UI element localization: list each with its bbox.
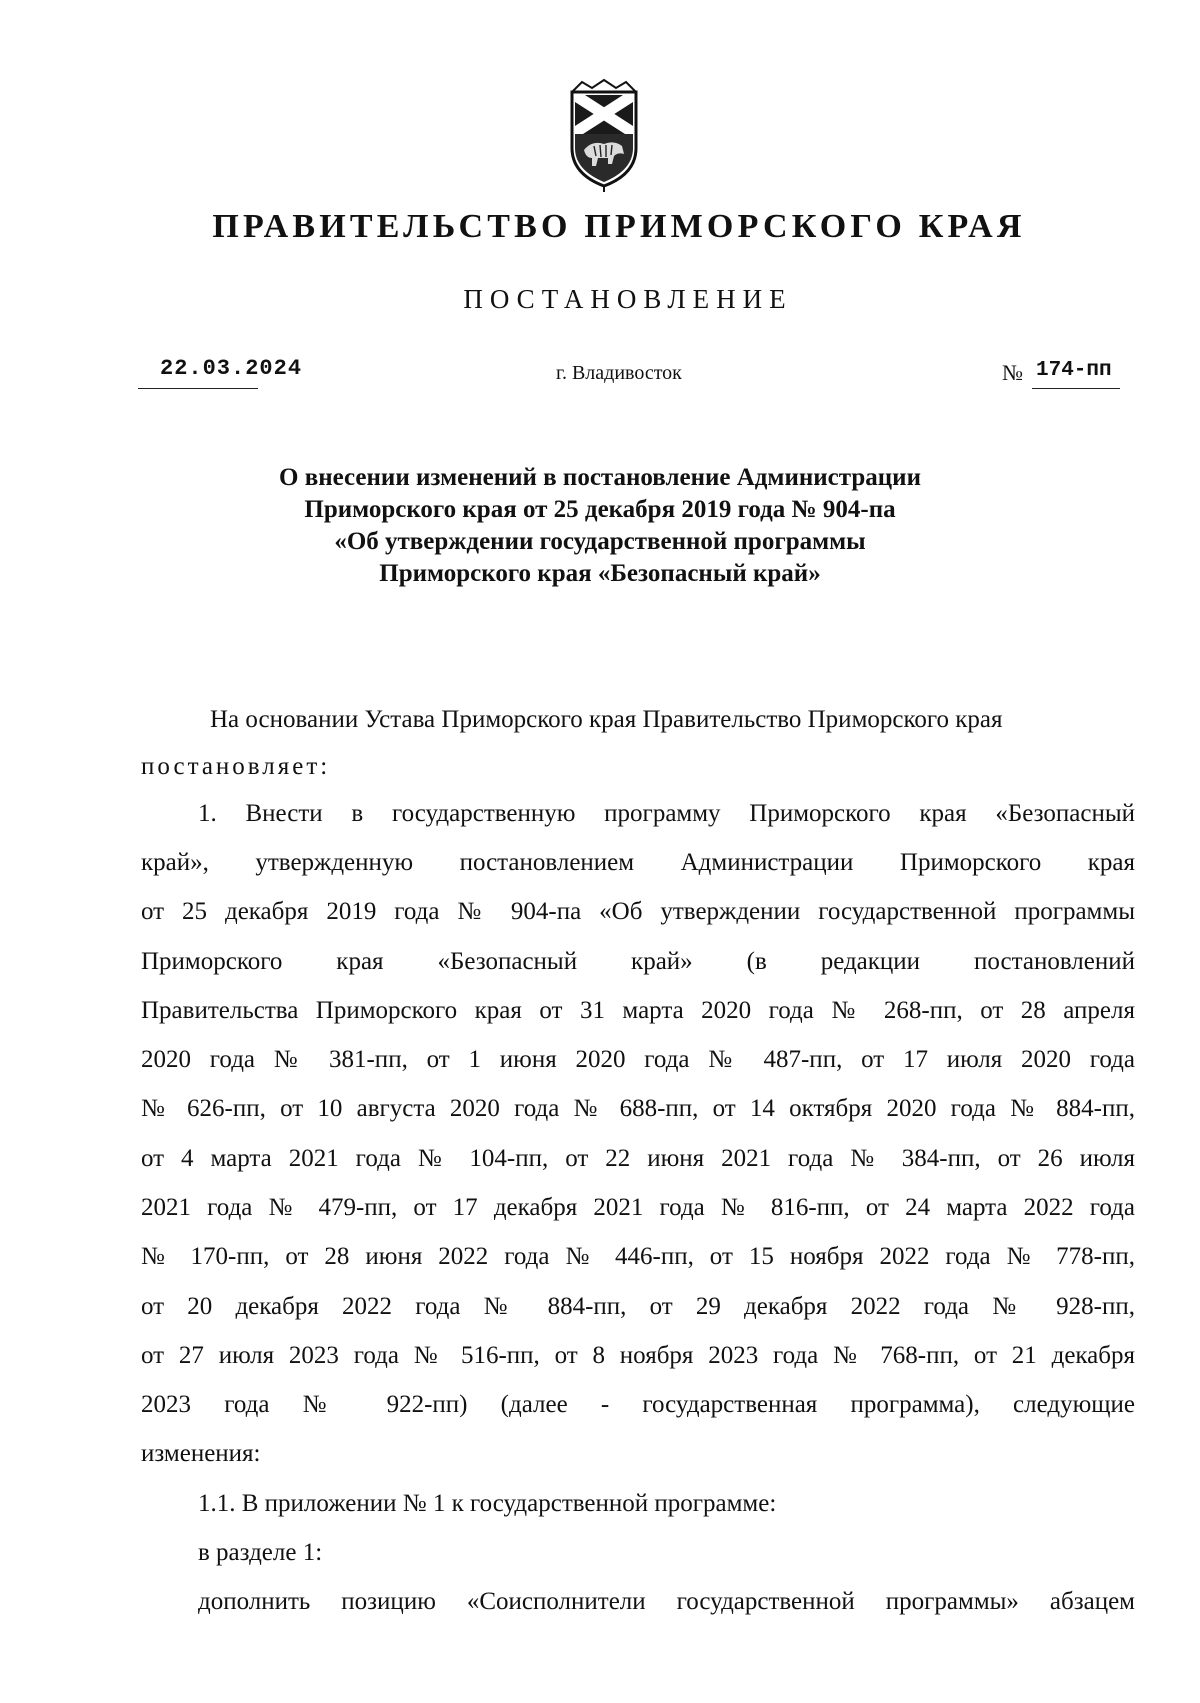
body-line: от 20 декабря 2022 года № 884-пп, от 29 декабря 2022 года № 928-пп, [141,1293,1135,1320]
body-line: 2023 года № 922-пп) (далее - государственная программа), следующие [141,1391,1135,1418]
document-number-prefix: № [1002,360,1023,385]
body-line: 2021 года № 479-пп, от 17 декабря 2021 года № 816-пп, от 24 марта 2022 года [141,1194,1135,1221]
subject-line: «Об утверждении государственной программы [334,528,866,555]
body-line: постановляет: [141,753,331,780]
document-date: 22.03.2024 [160,356,303,381]
document-subject [160,462,1040,590]
body-line: № 626-пп, от 10 августа 2020 года № 688-пп, от 14 октября 2020 года № 884-пп, [141,1095,1135,1122]
body-line: 2020 года № 381-пп, от 1 июня 2020 года № 487-пп, от 17 июля 2020 года [141,1046,1135,1073]
subject-line: О внесении изменений в постановление Администрации [279,464,921,491]
number-underline [1032,388,1120,389]
document-city: г. Владивосток [556,362,682,384]
body-line: край», утвержденную постановлением Администрации Приморского края [141,849,1135,876]
organization-title: ПРАВИТЕЛЬСТВО ПРИМОРСКОГО КРАЯ [212,208,1026,245]
body-line: 1.1. В приложении № 1 к государственной программе: [198,1490,777,1517]
subject-line: Приморского края от 25 декабря 2019 года № 904-па [304,496,896,523]
body-line: Правительства Приморского края от 31 марта 2020 года № 268-пп, от 28 апреля [141,997,1135,1024]
body-line: дополнить позицию «Соисполнители государственной программы» абзацем [198,1588,1135,1615]
body-line: Приморского края «Безопасный край» (в редакции постановлений [141,948,1135,975]
body-line: от 4 марта 2021 года № 104-пп, от 22 июня 2021 года № 384-пп, от 26 июля [141,1145,1135,1172]
coat-of-arms-emblem [568,78,640,194]
body-line: На основании Устава Приморского края Правительство Приморского края [210,706,1003,733]
body-line: № 170-пп, от 28 июня 2022 года № 446-пп, от 15 ноября 2022 года № 778-пп, [141,1243,1135,1270]
body-line: от 27 июля 2023 года № 516-пп, от 8 ноября 2023 года № 768-пп, от 21 декабря [141,1342,1135,1369]
date-underline [138,388,258,389]
body-line: от 25 декабря 2019 года № 904-па «Об утверждении государственной программы [141,898,1135,925]
document-number: 174-пп [1036,359,1112,382]
document-type: ПОСТАНОВЛЕНИЕ [463,284,793,314]
body-line: в разделе 1: [198,1539,323,1566]
subject-line: Приморского края «Безопасный край» [379,560,821,587]
body-line: 1. Внести в государственную программу Приморского края «Безопасный [198,800,1135,827]
body-line: изменения: [141,1440,261,1467]
